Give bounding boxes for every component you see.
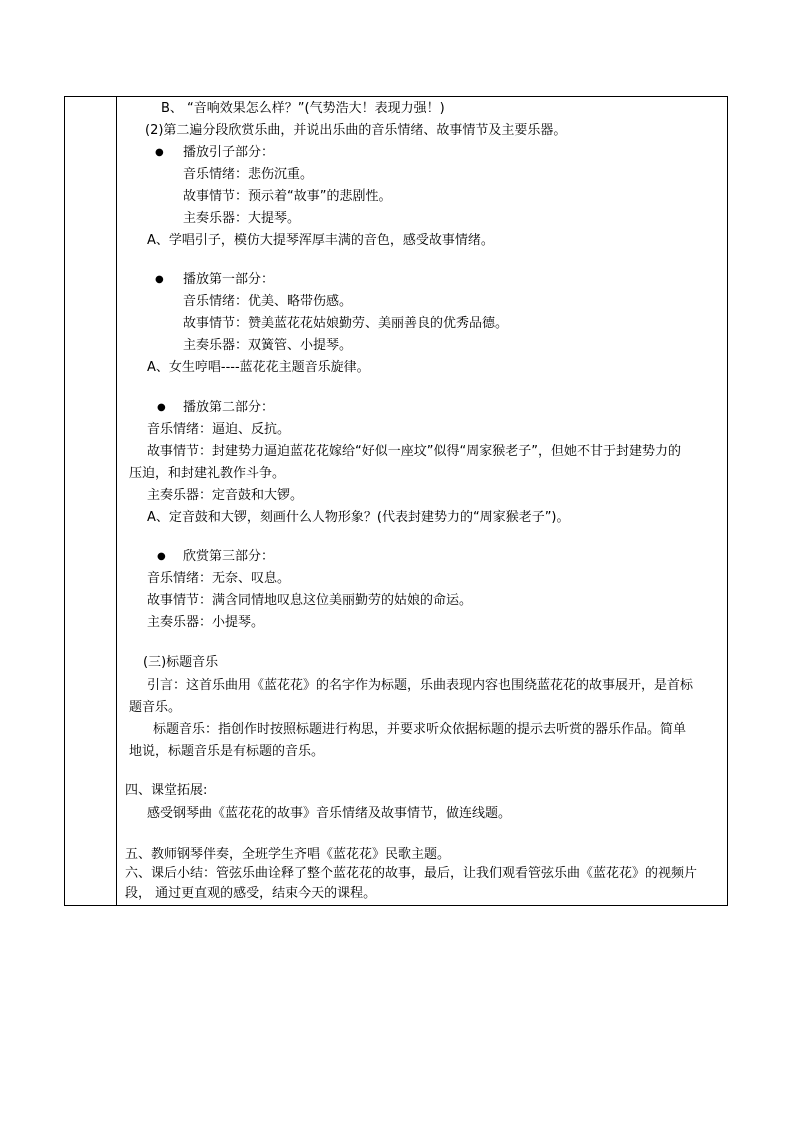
text-line: 主奏乐器：小提琴。 [147,615,265,630]
section-heading: 四、课堂拓展: [125,783,208,798]
text-line: 标题音乐：指创作时按照标题进行构思，并要求听众依据标题的提示去听赏的器乐作品。简单 [153,722,687,737]
text-line: (2)第二遍分段欣赏乐曲，并说出乐曲的音乐情绪、故事情节及主要乐器。 [145,123,567,138]
text-line: 故事情节：赞美蓝花花姑娘勤劳、美丽善良的优秀品德。 [183,316,509,331]
text-line: 音乐情绪：悲伤沉重。 [183,167,314,182]
bullet-icon: ● [155,274,164,285]
text-line: 主奏乐器：定音鼓和大锣。 [147,488,304,503]
text-line: 故事情节：预示着“故事”的悲剧性。 [183,189,392,204]
text-line: 引言：这首乐曲用《蓝花花》的名字作为标题，乐曲表现内容也围绕蓝花花的故事展开，是首标 [147,678,694,693]
bullet-icon: ● [155,147,164,158]
section-heading: 六、课后小结：管弦乐曲诠释了整个蓝花花的故事，最后，让我们观看管弦乐曲《蓝花花》的视频片 [125,866,698,881]
left-column-cell [65,97,116,905]
text-line: 播放第二部分： [183,400,275,415]
bullet-icon: ● [157,402,166,413]
content-cell [117,97,727,905]
text-line: A、定音鼓和大锣，刻画什么人物形象？(代表封建势力的“周家猴老子”)。 [147,510,570,525]
text-line: A、女生哼唱----蓝花花主题音乐旋律。 [147,360,370,375]
text-line: 地说，标题音乐是有标题的音乐。 [129,744,325,759]
text-line: 主奏乐器：大提琴。 [183,211,301,226]
text-line: A、学唱引子，模仿大提琴浑厚丰满的音色，感受故事情绪。 [147,233,494,248]
text-line: 欣赏第三部分： [183,549,275,564]
text-line: 段， 通过更直观的感受，结束今天的课程。 [125,886,377,901]
lesson-table [64,96,728,906]
text-line: 播放引子部分： [183,145,275,160]
text-line: 音乐情绪：优美、略带伤感。 [183,294,353,309]
bullet-icon: ● [157,551,166,562]
text-line: B、 “音响效果怎么样？”(气势浩大！表现力强！) [161,101,445,116]
section-heading: 五、教师钢琴伴奏，全班学生齐唱《蓝花花》民歌主题。 [125,847,451,862]
text-line: 播放第一部分： [183,272,275,287]
text-line: 感受钢琴曲《蓝花花的故事》音乐情绪及故事情节，做连线题。 [147,806,512,821]
section-heading: (三)标题音乐 [143,655,219,670]
text-line: 音乐情绪：逼迫、反抗。 [147,422,291,437]
text-line: 主奏乐器：双簧管、小提琴。 [183,338,353,353]
text-line: 故事情节：封建势力逼迫蓝花花嫁给“好似一座坟”似得“周家猴老子”，但她不甘于封建势力的 [147,444,681,459]
text-line: 故事情节：满含同情地叹息这位美丽勤劳的姑娘的命运。 [147,593,473,608]
text-line: 压迫，和封建礼教作斗争。 [129,466,286,481]
text-line: 音乐情绪：无奈、叹息。 [147,571,291,586]
text-line: 题音乐。 [129,700,182,715]
